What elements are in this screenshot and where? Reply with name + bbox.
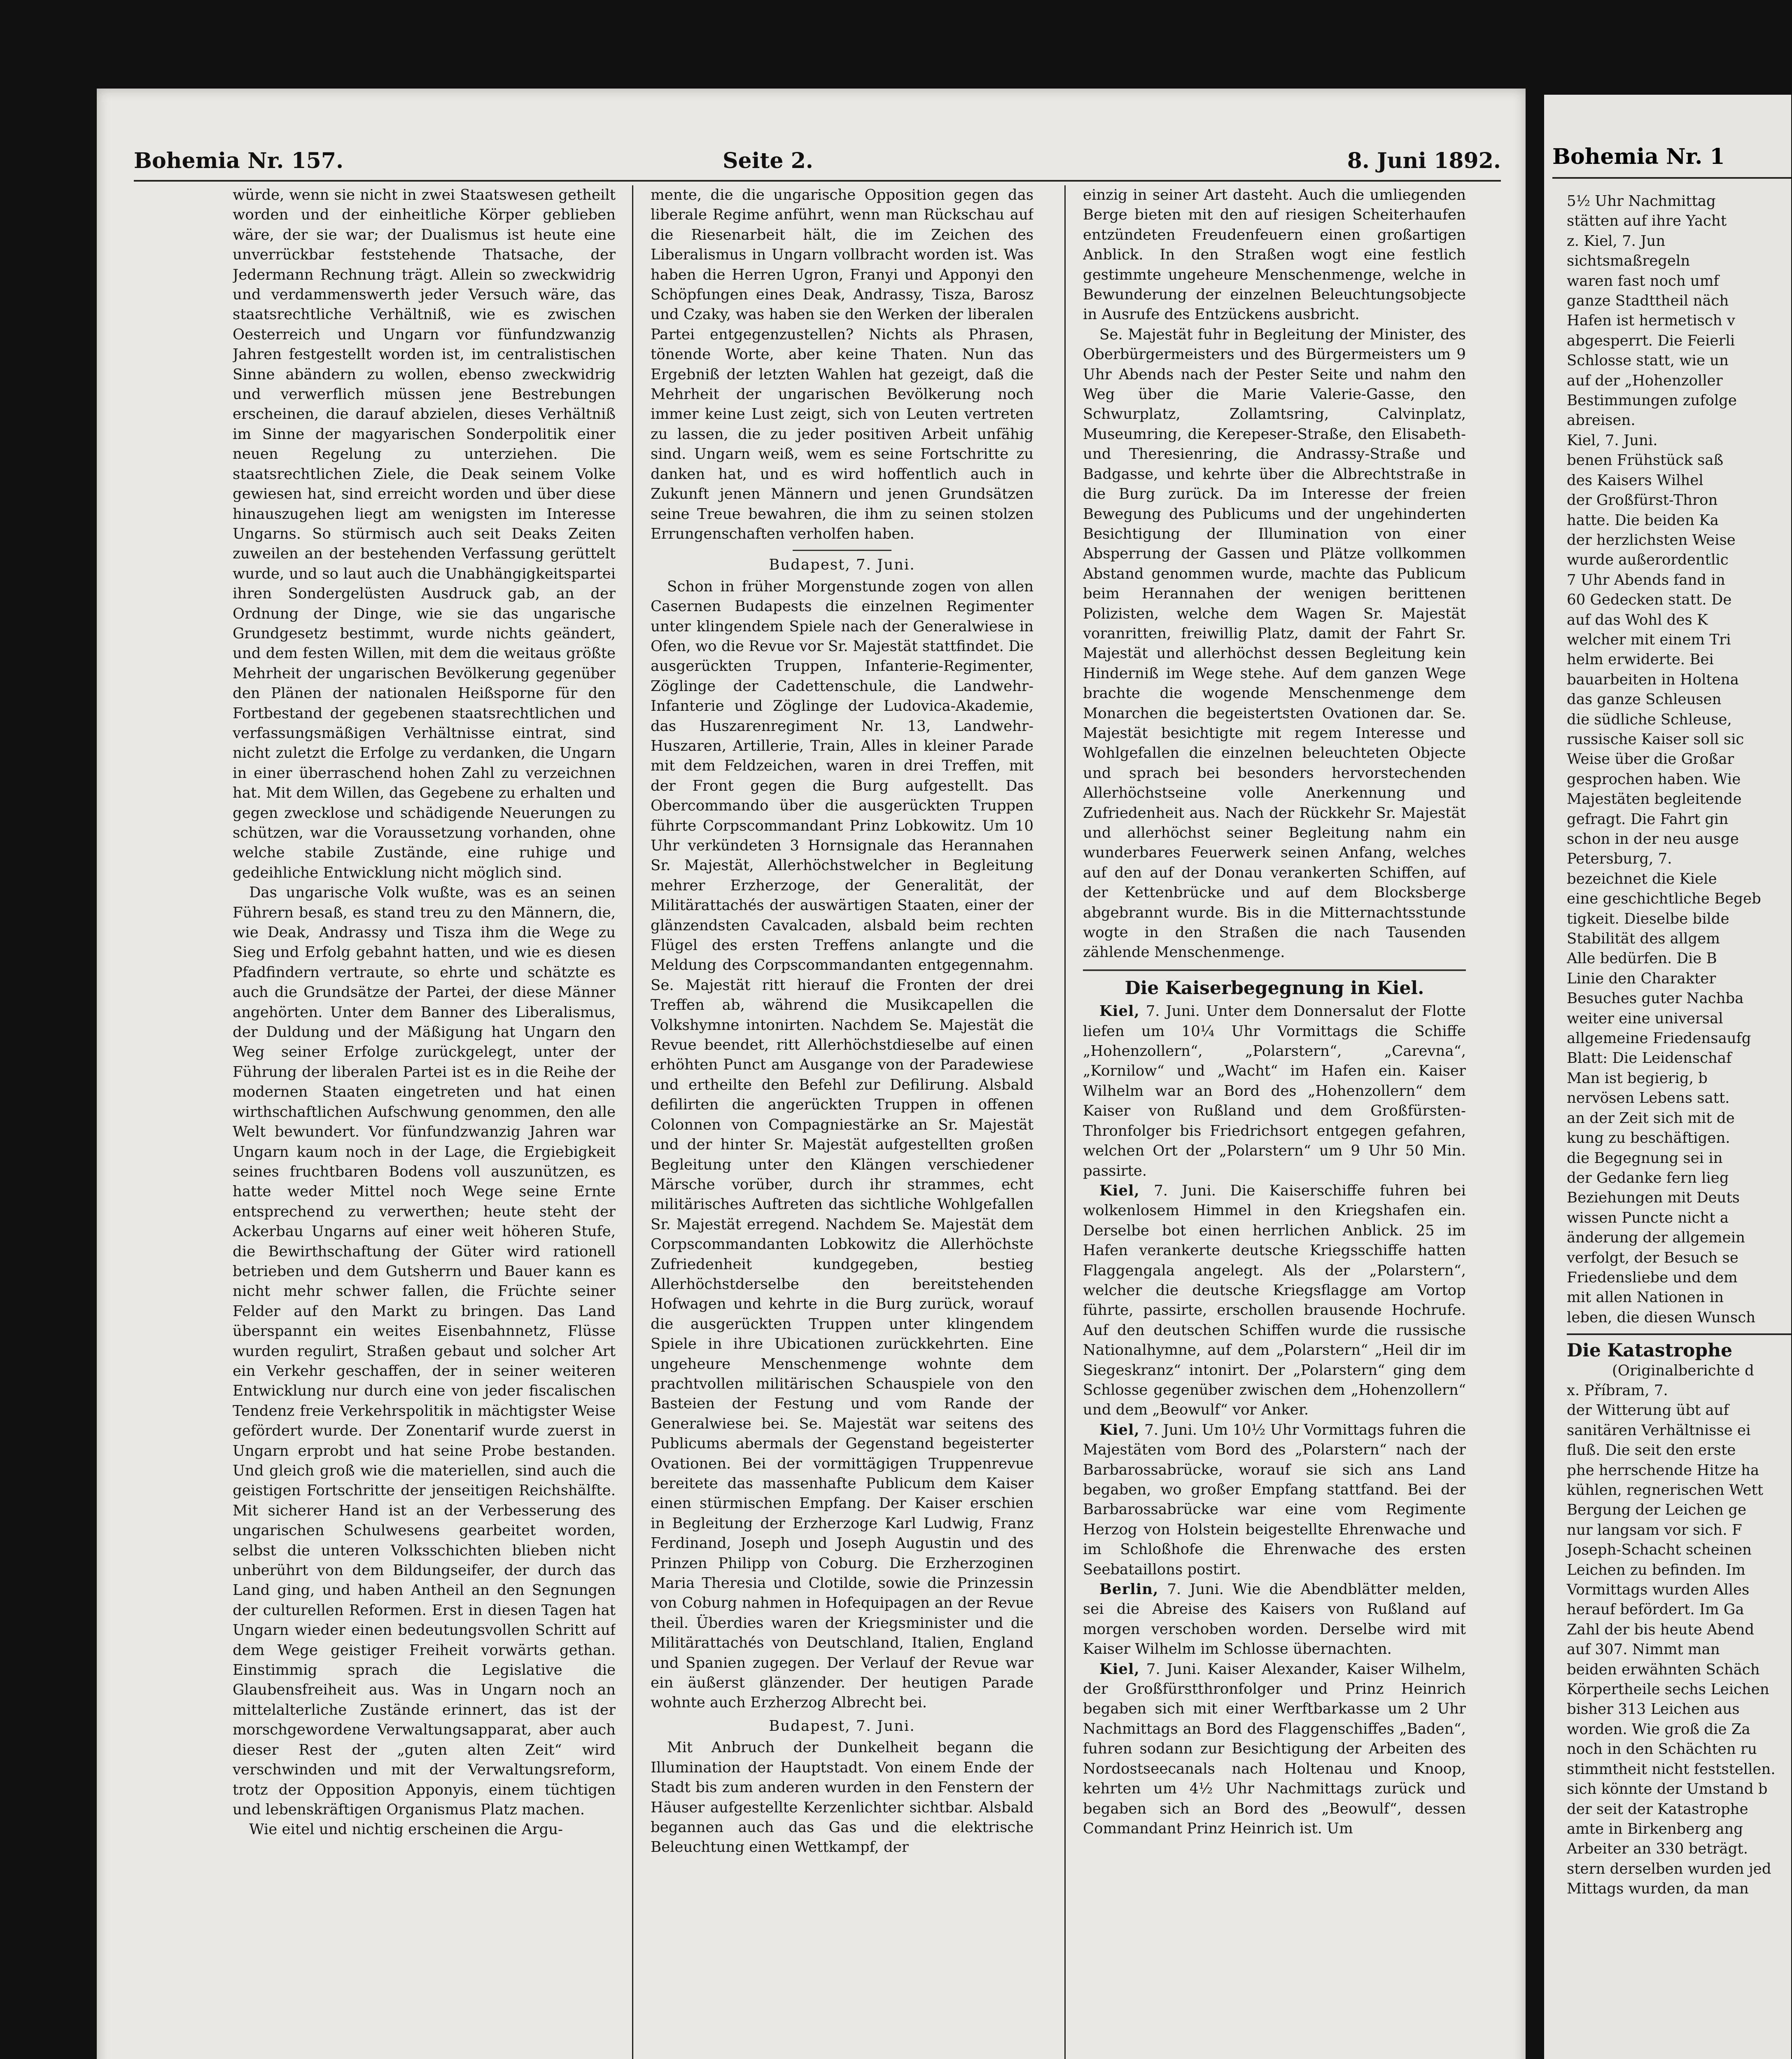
adjacent-section-title: Die Katastrophe <box>1567 1340 1733 1361</box>
adjacent-text-line: sich könnte der Umstand b <box>1567 1781 1768 1798</box>
column-divider-1 <box>632 185 633 2059</box>
adjacent-text-line: welcher mit einem Tri <box>1567 631 1731 648</box>
adjacent-text-line: Vormittags wurden Alles <box>1567 1581 1750 1599</box>
adjacent-text-line: auf 307. Nimmt man <box>1567 1641 1720 1658</box>
header-rule <box>134 180 1501 182</box>
col3-kiel-report-2 <box>1083 1181 1466 1420</box>
col2-paragraph-1: mente, die die ungarische Opposition gegen das liberale Regime anführt, wenn man Rückschau auf die Riesenarbeit hält, die im Zeichen des Liberalismus in Ungarn vollbracht worden ist. Was haben die Herren Ugron, Franyi und Apponyi den Schöpfungen eines Deak, Andrassy, Tisza, Barosz und Czaky, was haben sie den Werken der liberalen Partei entgegenzustellen? Nichts als Phrasen, tönende Worte, aber keine Thaten. Nun das Ergebniß der letzten Wahlen hat gezeigt, daß die Mehrheit der ungarischen Bevölkerung noch immer keine Lust zeigt, sich von Leuten vertreten zu lassen, die zu jeder positiven Arbeit unfähig sind. Ungarn weiß, wem es seine Fortschritte zu danken hat, und es wird hoffentlich auch in Zukunft jenen Männern und jenen Grundsätzen seine Treue bewahren, die ihm zu seinen stolzen Errungenschaften verholfen haben. <box>651 187 1034 542</box>
adjacent-text-line: der seit der Katastrophe <box>1567 1800 1748 1818</box>
adjacent-text-line: nervösen Lebens satt. <box>1567 1090 1730 1107</box>
adjacent-text-line: leben, die diesen Wunsch <box>1567 1309 1756 1326</box>
adjacent-text-line: Hafen ist hermetisch v <box>1567 312 1735 329</box>
page-header <box>134 148 1501 181</box>
adjacent-text-line: verfolgt, der Besuch se <box>1567 1249 1738 1266</box>
adjacent-text-line: auf der „Hohenzoller <box>1567 372 1723 389</box>
adjacent-text-line: nur langsam vor sich. F <box>1567 1521 1742 1538</box>
kiel-report-4-text: 7. Juni. Kaiser Alexander, Kaiser Wilhelm, der Großfürstthronfolger und Prinz Heinrich begaben sich mit einer Werftbarkasse um 2 Uhr Nachmittags an Bord des Flaggenschiffes „Baden“, fuhren sodann zur Besichtigung der Arbeiten des Nordostseecanals nach Holtenau und Knoop, kehrten um 4½ Uhr Nachmittags zurück und begaben sich an Bord des „Beowulf“, dessen Commandant Prinz Heinrich ist. Um <box>1083 1660 1466 1837</box>
adjacent-lines-top <box>1567 191 1791 1328</box>
adjacent-text-line: Friedensliebe und dem <box>1567 1269 1738 1286</box>
adjacent-text-line: herauf befördert. Im Ga <box>1567 1601 1744 1618</box>
col1-paragraph-1: würde, wenn sie nicht in zwei Staatswesen getheilt worden und der einheitliche Körper geblieben wäre, der sie war; der Dualismus ist heute eine unverrückbar feststehende Thatsache, der Jedermann Rechnung trägt. Allein so zweckwidrig und verdammenswerth jeder Versuch wäre, das staatsrechtliche Verhältniß, wie es zwischen Oesterreich und Ungarn vor fünfundzwanzig Jahren festgestellt worden ist, im centralistischen Sinne abändern zu wollen, ebenso zweckwidrig und verwerflich müssen jene Bestrebungen erscheinen, die darauf abzielen, dieses Verhältniß im Sinne der magyarischen Sonderpolitik einer neuen Regelung zu unterziehen. Die staatsrechtlichen Ziele, die Deak seinem Volke gewiesen hat, sind erreicht worden und über diese hinauszugehen liegt am wenigsten im Interesse Ungarns. So stürmisch auch seit Deaks Zeiten zuweilen an der bestehenden Verfassung gerüttelt wurde, und so laut auch die Unabhängigkeitspartei ihren Sondergelüsten Ausdruck gab, an der Ordnung der Dinge, wie sie das ungarische Grundgesetz bestimmt, wurde nichts geändert, und dem festen Willen, mit dem die weitaus größte Mehrheit der ungarischen Bevölkerung gegenüber den Plänen der nationalen Heißsporne für den Fortbestand der gegebenen staatsrechtlichen und verfassungsmäßigen Verhältnisse eintrat, sind nicht zuletzt die Erfolge zu verdanken, die Ungarn in einer überraschend hohen Zahl zu verzeichnen hat. Mit dem Willen, das Gegebene zu erhalten und gegen zwecklose und schädigende Neuerungen zu schützen, war die Voraussetzung vorhanden, ohne welche stabile Zustände, eine ruhige und gedeihliche Entwicklung nicht möglich sind. <box>233 187 616 881</box>
adjacent-page-column <box>1567 191 1791 1899</box>
kiel-report-1-text: 7. Juni. Unter dem Donnersalut der Flotte liefen um 10¼ Uhr Vormittags die Schiffe „Hohenzollern“, „Polarstern“, „Carevna“, „Kornilow“ und „Wacht“ im Hafen ein. Kaiser Wilhelm war an Bord des „Hohenzollern“ dem Kaiser von Rußland und dem Großfürsten-Thronfolger bis Friedrichsort entgegen gefahren, welchen Ort der „Polarstern“ um 9 Uhr 50 Min. passirte. <box>1083 1003 1466 1179</box>
adjacent-text-line: gesprochen haben. Wie <box>1567 770 1741 788</box>
adjacent-text-line: Alle bedürfen. Die B <box>1567 950 1717 967</box>
adjacent-text-line: die südliche Schleuse, <box>1567 711 1732 728</box>
adjacent-text-line: Schlosse statt, wie un <box>1567 352 1729 369</box>
adjacent-subsection: (Originalberichte d <box>1612 1362 1754 1379</box>
adjacent-text-line: Joseph-Schacht scheinen <box>1567 1541 1752 1559</box>
adjacent-text-line: Mittags wurden, da man <box>1567 1880 1749 1898</box>
adjacent-text-line: waren fast noch umf <box>1567 272 1719 289</box>
header-date: 8. Juni 1892. <box>1347 148 1501 173</box>
adjacent-text-line: änderung der allgemein <box>1567 1229 1745 1247</box>
kiel-report-3-text: 7. Juni. Um 10½ Uhr Vormittags fuhren die Majestäten vom Bord des „Polarstern“ nach der Barbarossabrücke, worauf sie sich ans Land begaben, wo großer Empfang stattfand. Bei der Barbarossabrücke war eine vom Regimente Herzog von Holstein beigestellte Ehrenwache und im Schloßhofe die Ehrenwache des ersten Seebataillons postirt. <box>1083 1421 1466 1578</box>
col1-paragraph-3: Wie eitel und nichtig erscheinen die Argu- <box>249 1821 563 1838</box>
adjacent-text-line: der Witterung übt auf <box>1567 1402 1729 1419</box>
header-page-number: Seite 2. <box>723 148 813 173</box>
adjacent-text-line: bisher 313 Leichen aus <box>1567 1701 1740 1718</box>
adjacent-lines-bottom <box>1567 1381 1791 1899</box>
adjacent-text-line: helm erwiderte. Bei <box>1567 651 1714 668</box>
adjacent-text-line: Kiel, 7. Juni. <box>1567 432 1658 449</box>
col2-dateline-1: Budapest, 7. Juni. <box>769 556 915 574</box>
adjacent-page <box>1544 95 1791 2059</box>
adjacent-section-rule <box>1567 1333 1791 1335</box>
col3-kiel-report-1 <box>1083 1001 1466 1181</box>
adjacent-text-line: Zahl der bis heute Abend <box>1567 1621 1755 1638</box>
section-title-kaiserbegegnung: Die Kaiserbegegnung in Kiel. <box>1125 977 1424 999</box>
adjacent-text-line: ganze Stadttheil näch <box>1567 292 1729 310</box>
adjacent-text-line: z. Kiel, 7. Jun <box>1567 232 1666 250</box>
adjacent-text-line: Linie den Charakter <box>1567 970 1716 987</box>
newspaper-page <box>97 89 1526 2059</box>
adjacent-text-line: kühlen, regnerischen Wett <box>1567 1482 1764 1499</box>
adjacent-text-line: amte in Birkenberg ang <box>1567 1820 1743 1837</box>
adjacent-text-line: der Gedanke fern lieg <box>1567 1169 1729 1186</box>
adjacent-text-line: kung zu beschäftigen. <box>1567 1130 1730 1147</box>
col3-kiel-report-3 <box>1083 1420 1466 1580</box>
header-masthead: Bohemia Nr. 157. <box>134 148 344 173</box>
adjacent-text-line: eine geschichtliche Begeb <box>1567 890 1761 908</box>
kiel-report-2-text: 7. Juni. Die Kaiserschiffe fuhren bei wolkenlosem Himmel in den Kriegshafen ein. Derselbe bot einen herrlichen Anblick. 25 im Hafen verankerte deutsche Kriegsschiffe hatten Flaggengala angelegt. Als der „Polarstern“, welcher die deutsche Kriegsflagge am Vortop führte, passirte, erschollen brausende Hochrufe. Auf den deutschen Schiffen wurde die russische Nationalhymne, auf dem „Polarstern“ „Heil dir im Siegeskranz“ intonirt. Der „Polarstern“ ging dem Schlosse gegenüber zwischen dem „Hohenzollern“ und dem „Beowulf“ vor Anker. <box>1083 1182 1466 1419</box>
adjacent-header-rule <box>1552 177 1791 179</box>
adjacent-text-line: Arbeiter an 330 beträgt. <box>1567 1840 1748 1858</box>
col2-dateline-2: Budapest, 7. Juni. <box>769 1717 915 1735</box>
adjacent-text-line: auf das Wohl des K <box>1567 611 1708 628</box>
adjacent-text-line: mit allen Nationen in <box>1567 1289 1724 1306</box>
adjacent-text-line: worden. Wie groß die Za <box>1567 1721 1750 1738</box>
column-2 <box>651 185 1034 2059</box>
adjacent-text-line: weiter eine universal <box>1567 1010 1723 1027</box>
col2-paragraph-3: Mit Anbruch der Dunkelheit begann die Illumination der Hauptstadt. Von einem Ende der Stadt bis zum anderen wurden in den Fenstern der Häuser aufgestellte Kerzenlichter sichtbar. Alsbald begannen auch das Gas und die elektrische Beleuchtung einen Wettkampf, der <box>651 1739 1034 1856</box>
adjacent-text-line: Petersburg, 7. <box>1567 850 1672 868</box>
adjacent-text-line: stätten auf ihre Yacht <box>1567 212 1727 230</box>
dateline-berlin: Berlin, <box>1099 1581 1159 1598</box>
column-divider-2 <box>1064 185 1066 2059</box>
dateline-kiel-3: Kiel, <box>1099 1421 1140 1438</box>
adjacent-text-line: stern derselben wurden jed <box>1567 1860 1771 1877</box>
dateline-kiel-4: Kiel, <box>1099 1660 1140 1678</box>
adjacent-text-line: bauarbeiten in Holtena <box>1567 671 1739 688</box>
adjacent-text-line: bezeichnet die Kiele <box>1567 870 1717 887</box>
col3-kiel-report-4 <box>1083 1660 1466 1839</box>
adjacent-text-line: der herzlichsten Weise <box>1567 531 1736 549</box>
adjacent-text-line: wurde außerordentlic <box>1567 551 1729 569</box>
adjacent-text-line: abreisen. <box>1567 412 1636 429</box>
adjacent-text-line: Bestimmungen zufolge <box>1567 392 1737 409</box>
col3-section-rule <box>1083 969 1466 971</box>
adjacent-text-line: abgesperrt. Die Feierli <box>1567 332 1735 349</box>
adjacent-text-line: Man ist begierig, b <box>1567 1069 1708 1087</box>
adjacent-text-line: an der Zeit sich mit de <box>1567 1109 1735 1127</box>
adjacent-text-line: Bergung der Leichen ge <box>1567 1501 1747 1519</box>
adjacent-text-line: die Begegnung sei in <box>1567 1149 1723 1167</box>
adjacent-text-line: sichtsmaßregeln <box>1567 252 1690 270</box>
adjacent-text-line: wissen Puncte nicht a <box>1567 1209 1729 1226</box>
adjacent-text-line: russische Kaiser soll sic <box>1567 731 1744 748</box>
adjacent-text-line: hatte. Die beiden Ka <box>1567 511 1719 529</box>
adjacent-text-line: das ganze Schleusen <box>1567 691 1722 708</box>
adjacent-text-line: Körpertheile sechs Leichen <box>1567 1681 1769 1698</box>
col3-berlin-report <box>1083 1580 1466 1660</box>
adjacent-text-line: tigkeit. Dieselbe bilde <box>1567 910 1729 927</box>
adjacent-text-line: 5½ Uhr Nachmittag <box>1567 193 1716 210</box>
adjacent-text-line: schon in der neu ausge <box>1567 831 1739 847</box>
berlin-report-text: 7. Juni. Wie die Abendblätter melden, sei die Abreise des Kaisers von Rußland auf morgen verschoben worden. Derselbe wird mit Kaiser Wilhelm im Schlosse übernachten. <box>1083 1581 1466 1658</box>
adjacent-text-line: Leichen zu befinden. Im <box>1567 1561 1745 1578</box>
adjacent-text-line: beiden erwähnten Schäch <box>1567 1661 1760 1678</box>
adjacent-text-line: der Großfürst-Thron <box>1567 492 1718 509</box>
col3-paragraph-2: Se. Majestät fuhr in Begleitung der Minister, des Oberbürgermeisters und des Bürgermeisters um 9 Uhr Abends nach der Pester Seite und nahm den Weg über die Marie Valerie-Gasse, den Schwurplatz, Zollamtsring, Calvinplatz, Museumring, die Kerepeser-Straße, den Elisabeth- und Theresienring, die Andrassy-Straße und Badgasse, und kehrte über die Albrechtstraße in die Burg zurück. Da im Interesse der freien Bewegung des Publicums und der ungehinderten Besichtigung der Illumination von einer Absperrung der Gassen und Plätze vollkommen Abstand genommen wurde, machte das Publicum beim Herannahen der wenigen berittenen Polizisten, welche dem Wagen Sr. Majestät voranritten, freiwillig Platz, damit der Fahrt Sr. Majestät und allerhöchst dessen Begleitung kein Hinderniß im Wege stehe. Auf dem ganzen Wege brachte die wogende Menschenmenge dem Monarchen die begeistertsten Ovationen dar. Se. Majestät besichtigte mit regem Interesse und Wohlgefallen die einzelnen beleuchteten Objecte und sprach bei besonders hervorstechenden Allerhöchstseine volle Anerkennung und Zufriedenheit aus. Nach der Rückkehr Sr. Majestät und allerhöchst seiner Begleitung nahm ein wunderbares Feuerwerk seinen Anfang, welches auf den auf der Donau verankerten Schiffen, auf der Kettenbrücke und auf dem Blocksberge abgebrannt wurde. Bis in die Mitternachtsstunde wogte in den Straßen die nach Tausenden zählende Menschenmenge. <box>1083 326 1466 961</box>
col1-paragraph-2: Das ungarische Volk wußte, was es an seinen Führern besaß, es stand treu zu den Männern, die, wie Deak, Andrassy und Tisza ihm die Wege zu Sieg und Erfolg gebahnt hatten, und wie es diesen Pfadfindern vertraute, so ehrte und schätzte es auch die Grundsätze der Partei, der diese Männer angehörten. Unter dem Banner des Liberalismus, der Duldung und der Mäßigung hat Ungarn den Weg seiner Erfolge zurückgelegt, unter der Führung der liberalen Partei ist es in die Reihe der modernen Staaten eingetreten und hat einen wirthschaftlichen Aufschwung genommen, den alle Welt bewundert. Vor fünfundzwanzig Jahren war Ungarn kaum noch in der Lage, die Ergiebigkeit seines fruchtbaren Bodens voll auszunützen, es hatte weder Mittel noch Wege seine Ernte entsprechend zu verwerthen; heute steht der Ackerbau Ungarns auf einer weit höheren Stufe, die Bewirthschaftung der Güter wird rationell betrieben und dem Gutsherrn und Bauer kann es nicht mehr schwer fallen, die Früchte seiner Felder auf den Markt zu bringen. Das Land überspannt ein weites Eisenbahnnetz, Flüsse wurden regulirt, Straßen gebaut und solcher Art ein Verkehr geschaffen, der in seiner weiteren Entwicklung nur durch eine von jeder fiscalischen Tendenz freie Verkehrspolitik in mächtigster Weise gefördert wurde. Der Zonentarif wurde zuerst in Ungarn erprobt und hat seine Probe bestanden. Und gleich groß wie die materiellen, sind auch die geistigen Fortschritte der jenseitigen Reichshälfte. Mit sicherer Hand ist an der Verbesserung des ungarischen Schulwesens gearbeitet worden, selbst die unteren Volksschichten blieben nicht unberührt von dem Bildungseifer, der durch das Land ging, und haben Antheil an den Segnungen der culturellen Reformen. Erst in diesen Tagen hat Ungarn wieder einen bedeutungsvollen Schritt auf dem Wege geistiger Freiheit vorwärts gethan. Einstimmig sprach die Legislative die Glaubensfreiheit aus. Was in Ungarn noch an mittelalterliche Zustände erinnert, das ist der morschgewordene Verwaltungsapparat, aber auch dieser Rest der „guten alten Zeit“ wird verschwinden und mit der Verwaltungsreform, trotz der Opposition Apponyis, einem tüchtigen und lebenskräftigen Organismus Platz machen. <box>233 884 616 1818</box>
adjacent-text-line: x. Příbram, 7. <box>1567 1382 1668 1399</box>
dateline-kiel-2: Kiel, <box>1099 1182 1140 1199</box>
adjacent-text-line: fluß. Die seit den erste <box>1567 1442 1736 1459</box>
col3-paragraph-1: einzig in seiner Art dasteht. Auch die umliegenden Berge bieten mit den auf riesigen Scheiterhaufen entzündeten Freudenfeuern einen großartigen Anblick. In den Straßen wogt eine festlich gestimmte ungeheure Menschenmenge, welche in Bewunderung der einzelnen Beleuchtungsobjecte in Ausrufe des Entzückens ausbricht. <box>1083 187 1466 323</box>
adjacent-text-line: des Kaisers Wilhel <box>1567 472 1703 489</box>
adjacent-text-line: gefragt. Die Fahrt gin <box>1567 810 1729 828</box>
col2-paragraph-2: Schon in früher Morgenstunde zogen von allen Casernen Budapests die einzelnen Regimenter unter klingendem Spiele nach der Generalwiese in Ofen, wo die Revue vor Sr. Majestät stattfindet. Die ausgerückten Truppen, Infanterie-Regimenter, Zöglinge der Cadettenschule, die Landwehr-Infanterie und Zöglinge der Ludovica-Akademie, das Huszarenregiment Nr. 13, Landwehr-Huszaren, Artillerie, Train, Alles in kleiner Parade mit dem Feldzeichen, waren in drei Treffen, mit der Front gegen die Burg aufgestellt. Das Obercommando über die ausgerückten Truppen führte Corpscommandant Prinz Lobkowitz. Um 10 Uhr verkündeten 3 Hornsignale das Herannahen Sr. Majestät, Allerhöchstwelcher in Begleitung mehrer Erzherzoge, der Generalität, der Militärattachés der auswärtigen Staaten, einer der glänzendsten Cavalcaden, alsbald beim rechten Flügel des ersten Treffens anlangte und die Meldung des Corpscommandanten entgegennahm. Se. Majestät ritt hierauf die Fronten der drei Treffen ab, während die Musikcapellen die Volkshymne intonirten. Nachdem Se. Majestät die Revue beendet, ritt Allerhöchstdieselbe auf einen erhöhten Punct am Ausgange von der Paradewiese und ertheilte den Befehl zur Defilirung. Alsbald defilirten die angerückten Truppen in offenen Colonnen von Compagniestärke an Sr. Majestät und der hinter Sr. Majestät aufgestellten großen Begleitung unter den Klängen verschiedener Märsche vorüber, durch ihr strammes, echt militärisches Auftreten das sichtliche Wohlgefallen Sr. Majestät erregend. Nachdem Se. Majestät dem Corpscommandanten Lobkowitz die Allerhöchste Zufriedenheit kundgegeben, bestieg Allerhöchstderselbe den bereitstehenden Hofwagen und kehrte in die Burg zurück, worauf die ausgerückten Truppen unter klingendem Spiele in ihre Ubicationen zurückkehrten. Eine ungeheure Menschenmenge wohnte dem prachtvollen militärischen Schauspiele von den Basteien der Festung und vom Rande der Generalwiese bei. Se. Majestät war seitens des Publicums abermals der Gegenstand begeisterter Ovationen. Bei der vormittägigen Truppenrevue bereitete das massenhafte Publicum dem Kaiser einen stürmischen Empfang. Der Kaiser erschien in Begleitung der Erzherzoge Karl Ludwig, Franz Ferdinand, Joseph und Joseph Augustin und des Prinzen Philipp von Coburg. Die Erzherzoginen Maria Theresia und Clotilde, sowie die Prinzessin von Coburg nahmen in Hofequipagen an der Revue theil. Überdies waren der Kriegsminister und die Militärattachés von Deutschland, Italien, England und Spanien zugegen. Der Verlauf der Revue war ein äußerst glänzender. Der heutigen Parade wohnte auch Erzherzog Albrecht bei. <box>651 578 1034 1711</box>
column-3 <box>1083 185 1466 2059</box>
adjacent-text-line: stimmtheit nicht feststellen. <box>1567 1760 1776 1778</box>
adjacent-text-line: benen Frühstück saß <box>1567 452 1724 469</box>
adjacent-text-line: 60 Gedecken statt. De <box>1567 591 1732 609</box>
adjacent-text-line: 7 Uhr Abends fand in <box>1567 571 1725 588</box>
adjacent-text-line: Blatt: Die Leidenschaf <box>1567 1050 1732 1067</box>
adjacent-text-line: Besuches guter Nachba <box>1567 990 1744 1007</box>
column-1 <box>233 185 616 2059</box>
adjacent-text-line: sanitären Verhältnisse ei <box>1567 1422 1751 1439</box>
adjacent-text-line: phe herrschende Hitze ha <box>1567 1461 1759 1479</box>
adjacent-text-line: Beziehungen mit Deuts <box>1567 1189 1740 1207</box>
adjacent-text-line: Majestäten begleitende <box>1567 791 1742 808</box>
adjacent-text-line: noch in den Schächten ru <box>1567 1741 1757 1758</box>
adjacent-text-line: Stabilität des allgem <box>1567 930 1720 948</box>
adjacent-text-line: allgemeine Friedensaufg <box>1567 1030 1751 1047</box>
dateline-kiel-1: Kiel, <box>1099 1003 1140 1020</box>
col2-separator <box>793 550 891 551</box>
adjacent-text-line: Weise über die Großar <box>1567 751 1734 768</box>
adjacent-page-header: Bohemia Nr. 1 <box>1552 144 1725 169</box>
